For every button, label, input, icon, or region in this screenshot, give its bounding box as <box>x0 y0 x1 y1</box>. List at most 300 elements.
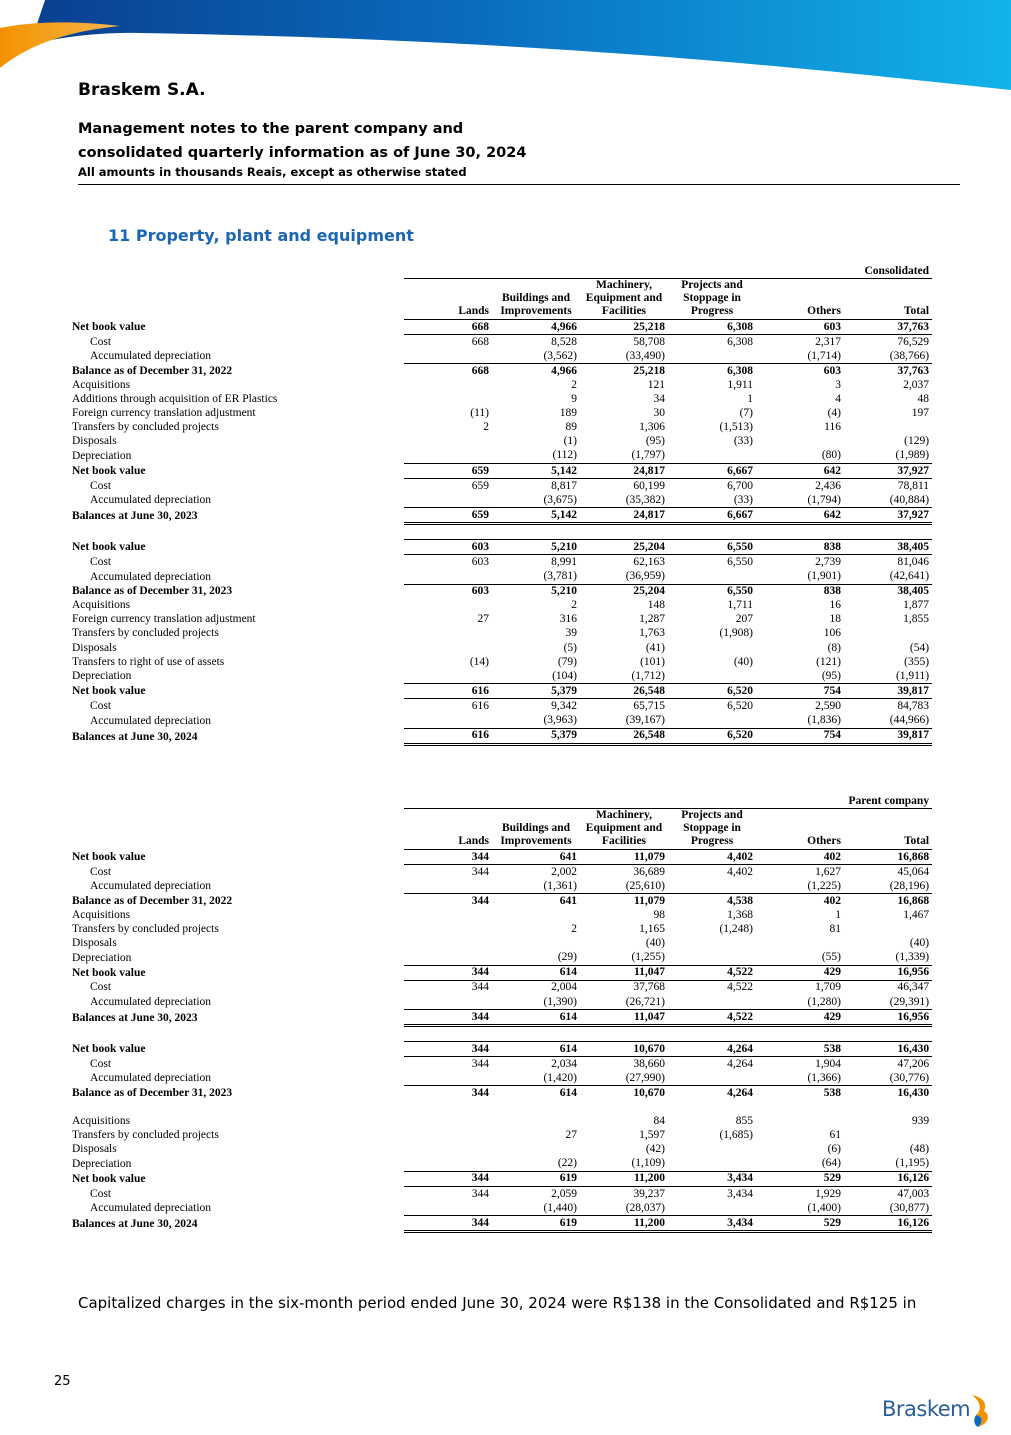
cell-lands <box>404 922 492 936</box>
cell-others: (1,901) <box>756 570 844 585</box>
cell-others: 402 <box>823 894 841 907</box>
cell-machinery: 1,287 <box>639 613 665 626</box>
column-header-buildings: Buildings and Improvements <box>492 809 580 850</box>
cell-total <box>844 421 932 435</box>
cell-machinery: 98 <box>653 908 665 921</box>
cell-buildings: 89 <box>565 421 577 434</box>
cell-lands <box>404 349 492 364</box>
parent-scope-label: Parent company <box>404 792 932 809</box>
cell-machinery: 1,763 <box>639 627 665 640</box>
cell-machinery: 11,047 <box>580 965 668 980</box>
table-row <box>72 479 932 494</box>
cell-projects: 4,264 <box>727 1057 753 1070</box>
cell-total: 16,868 <box>897 894 930 907</box>
cell-projects: 6,520 <box>668 684 756 699</box>
cell-lands: 616 <box>471 699 489 712</box>
cell-machinery: 25,204 <box>633 585 665 598</box>
row-label: Net book value <box>72 685 146 698</box>
cell-buildings <box>492 1115 580 1129</box>
cell-projects <box>668 349 756 364</box>
row-label: Net book value <box>72 541 146 554</box>
row-label: Depreciation <box>72 670 132 683</box>
cell-others: 61 <box>829 1129 841 1142</box>
cell-projects: 4,522 <box>668 1010 756 1026</box>
cell-buildings: 641 <box>492 850 580 865</box>
row-label: Acquisitions <box>72 1115 131 1128</box>
cell-total: 16,430 <box>897 1087 930 1099</box>
cell-total: 197 <box>911 407 930 420</box>
cell-buildings: (3,963) <box>492 713 580 728</box>
table-row <box>72 1057 932 1072</box>
cell-buildings: (104) <box>552 669 577 682</box>
cell-others: (95) <box>821 669 841 682</box>
cell-others: (1,794) <box>756 493 844 508</box>
row-label: Balances at June 30, 2023 <box>72 1012 198 1025</box>
cell-total: 2,037 <box>903 378 930 391</box>
cell-others: 429 <box>756 965 844 980</box>
cell-projects: 207 <box>735 613 753 626</box>
cell-buildings: 316 <box>559 613 577 626</box>
cell-buildings: 2,004 <box>551 981 577 994</box>
table-row <box>72 1086 932 1101</box>
table-row <box>72 684 932 699</box>
report-subtitle: All amounts in thousands Reais, except as otherwise stated <box>78 165 467 179</box>
cell-buildings: (29) <box>557 951 577 964</box>
cell-lands: 668 <box>471 335 489 348</box>
table-row <box>72 980 932 995</box>
cell-machinery: 1,165 <box>639 923 665 936</box>
cell-total: 939 <box>911 1115 930 1128</box>
cell-projects: 3,434 <box>668 1171 756 1186</box>
cell-projects <box>668 1157 756 1172</box>
cell-machinery: 24,817 <box>580 463 668 478</box>
cell-others: 2,590 <box>815 699 841 712</box>
row-label: Accumulated depreciation <box>90 880 212 893</box>
cell-lands <box>404 627 492 641</box>
cell-others: 754 <box>756 684 844 699</box>
cell-lands <box>404 599 492 613</box>
row-label: Net book value <box>72 465 146 478</box>
cell-machinery: (27,990) <box>580 1071 668 1086</box>
cell-lands: 2 <box>483 421 489 434</box>
logo-text: Braskem <box>882 1397 971 1421</box>
cell-buildings: 2 <box>571 599 577 612</box>
cell-others: 1,904 <box>815 1057 841 1070</box>
table-row <box>72 555 932 570</box>
row-label: Transfers by concluded projects <box>72 627 219 640</box>
cell-projects: 3,434 <box>727 1187 753 1200</box>
cell-total: 1,877 <box>903 599 930 612</box>
cell-others: 2,436 <box>815 479 841 492</box>
row-label: Balance as of December 31, 2023 <box>72 1087 233 1099</box>
row-label: Disposals <box>72 1143 117 1156</box>
cell-others: 4 <box>835 393 841 406</box>
cell-buildings: 614 <box>492 965 580 980</box>
report-title-line1: Management notes to the parent company and <box>78 121 464 137</box>
cell-machinery: 11,079 <box>634 894 665 907</box>
row-label: Net book value <box>72 851 146 864</box>
cell-projects: 1,368 <box>727 908 753 921</box>
cell-projects <box>668 669 756 684</box>
row-label: Balances at June 30, 2024 <box>72 730 198 743</box>
cell-total: 78,811 <box>897 479 930 492</box>
cell-total: 1,467 <box>903 908 930 921</box>
cell-others: 603 <box>823 364 841 377</box>
table-row <box>72 364 932 379</box>
cell-others: (64) <box>821 1157 841 1170</box>
cell-lands <box>404 879 492 894</box>
cell-others: (4) <box>827 407 841 420</box>
cell-total: (40) <box>909 937 930 950</box>
header-divider <box>78 184 960 185</box>
cell-total: (1,911) <box>895 669 930 682</box>
row-label: Depreciation <box>72 951 132 964</box>
cell-buildings: 5,379 <box>492 684 580 699</box>
cell-projects: 6,308 <box>668 320 756 335</box>
cell-buildings: 5,379 <box>492 728 580 744</box>
cell-machinery: 84 <box>653 1115 665 1128</box>
table-row <box>72 879 932 894</box>
table-row <box>72 599 932 613</box>
cell-projects: (1,908) <box>719 627 753 640</box>
cell-machinery: 10,670 <box>633 1087 665 1099</box>
cell-lands <box>404 1129 492 1143</box>
table-row <box>72 1157 932 1172</box>
cell-machinery: 65,715 <box>633 699 665 712</box>
cell-others: (6) <box>827 1143 841 1156</box>
table-row <box>72 1216 932 1232</box>
cell-machinery: 1,597 <box>639 1129 665 1142</box>
cell-buildings <box>492 1143 580 1157</box>
row-label: Balance as of December 31, 2022 <box>72 894 233 907</box>
row-label: Net book value <box>72 966 146 979</box>
cell-buildings: 614 <box>492 1042 580 1057</box>
column-header-lands: Lands <box>404 809 492 850</box>
cell-lands <box>404 1157 492 1172</box>
cell-total: (1,339) <box>895 951 930 964</box>
cell-machinery: 26,548 <box>580 684 668 699</box>
cell-lands <box>404 1071 492 1086</box>
cell-projects: 4,402 <box>668 850 756 865</box>
cell-machinery: 25,218 <box>633 364 665 377</box>
row-label: Additions through acquisition of ER Plastics <box>72 393 278 406</box>
cell-lands: 344 <box>404 1171 492 1186</box>
cell-others: (1,400) <box>756 1201 844 1216</box>
row-label: Balance as of December 31, 2023 <box>72 585 233 598</box>
cell-others <box>756 1115 844 1129</box>
cell-buildings: 2,059 <box>551 1187 577 1200</box>
cell-projects: 6,700 <box>727 479 753 492</box>
cell-projects <box>668 937 756 951</box>
table-row <box>72 378 932 392</box>
column-header-machinery: Machinery, Equipment and Facilities <box>580 809 668 850</box>
row-label: Transfers by concluded projects <box>72 1129 219 1142</box>
cell-projects: (1,248) <box>719 923 753 936</box>
cell-total: 39,817 <box>844 728 932 744</box>
cell-projects: 6,667 <box>668 463 756 478</box>
cell-projects <box>668 879 756 894</box>
table-row <box>72 850 932 865</box>
cell-machinery: (35,382) <box>580 493 668 508</box>
cell-machinery: (33,490) <box>580 349 668 364</box>
cell-others: 81 <box>829 923 841 936</box>
cell-total <box>844 922 932 936</box>
cell-machinery: 10,670 <box>580 1042 668 1057</box>
cell-total: (54) <box>909 641 930 654</box>
footnote-text: Capitalized charges in the six-month period ended June 30, 2024 were R$138 in the Consolidated and R$125 in <box>78 1294 917 1312</box>
cell-machinery: 30 <box>653 407 665 420</box>
cell-machinery: 26,548 <box>580 728 668 744</box>
cell-others: 402 <box>756 850 844 865</box>
cell-total: 38,405 <box>897 585 930 598</box>
report-title-line2: consolidated quarterly information as of June 30, 2024 <box>78 145 527 161</box>
cell-machinery: 62,163 <box>633 556 665 568</box>
cell-others: (1,280) <box>756 995 844 1010</box>
cell-lands: 344 <box>404 1042 492 1057</box>
cell-lands <box>404 951 492 966</box>
column-header-lands: Lands <box>404 279 492 320</box>
cell-buildings: 619 <box>492 1171 580 1186</box>
table-row <box>72 1186 932 1201</box>
row-label: Balances at June 30, 2023 <box>72 510 198 523</box>
cell-total: 16,956 <box>844 965 932 980</box>
cell-buildings: (79) <box>557 655 577 668</box>
cell-total: (129) <box>904 435 930 448</box>
table-row <box>72 540 932 555</box>
cell-machinery: (101) <box>640 655 665 668</box>
row-label: Accumulated depreciation <box>90 570 212 583</box>
cell-buildings: 641 <box>559 894 577 907</box>
cell-lands <box>404 908 492 922</box>
cell-lands: 344 <box>404 1010 492 1026</box>
row-label: Acquisitions <box>72 908 131 921</box>
table-row <box>72 449 932 464</box>
table-row <box>72 937 932 951</box>
cell-lands: 344 <box>404 965 492 980</box>
cell-machinery: 25,204 <box>580 540 668 555</box>
cell-machinery: 11,079 <box>580 850 668 865</box>
row-label: Cost <box>90 335 112 348</box>
cell-lands <box>404 669 492 684</box>
cell-others: (121) <box>816 655 841 668</box>
cell-buildings: 2,002 <box>551 865 577 878</box>
cell-others: 3 <box>835 378 841 391</box>
row-label: Foreign currency translation adjustment <box>72 407 256 420</box>
cell-lands: 659 <box>404 508 492 524</box>
cell-lands <box>404 378 492 392</box>
cell-buildings: (3,562) <box>492 349 580 364</box>
table-row <box>72 584 932 599</box>
cell-others <box>756 937 844 951</box>
consolidated-table-container <box>72 262 932 746</box>
cell-buildings: 614 <box>492 1010 580 1026</box>
cell-total: 47,003 <box>897 1187 930 1200</box>
cell-buildings: (1,420) <box>492 1071 580 1086</box>
cell-lands: 344 <box>404 1216 492 1232</box>
cell-others: 116 <box>824 421 841 434</box>
cell-machinery: (1,797) <box>631 449 665 462</box>
cell-lands <box>404 1115 492 1129</box>
cell-others: 1,929 <box>815 1187 841 1200</box>
cell-projects: (1,685) <box>719 1129 753 1142</box>
cell-total: 37,763 <box>844 320 932 335</box>
cell-total: 1,855 <box>903 613 930 626</box>
cell-total: (48) <box>909 1143 930 1156</box>
table-row <box>72 392 932 406</box>
row-label: Transfers by concluded projects <box>72 923 219 936</box>
row-label: Depreciation <box>72 449 132 462</box>
cell-machinery: (26,721) <box>580 995 668 1010</box>
cell-projects: (1,513) <box>719 421 753 434</box>
row-label: Foreign currency translation adjustment <box>72 613 256 626</box>
row-label: Accumulated depreciation <box>90 1202 212 1215</box>
cell-lands: 344 <box>471 894 489 907</box>
cell-buildings: 5,210 <box>492 540 580 555</box>
cell-others <box>756 435 844 449</box>
cell-lands: 344 <box>471 1057 489 1070</box>
table-row <box>72 1143 932 1157</box>
row-label: Accumulated depreciation <box>90 494 212 507</box>
cell-projects <box>668 713 756 728</box>
cell-others: 529 <box>756 1216 844 1232</box>
cell-total: 37,927 <box>844 463 932 478</box>
row-label: Cost <box>90 865 112 878</box>
consolidated-scope-label: Consolidated <box>404 262 932 279</box>
table-row <box>72 1115 932 1129</box>
column-header-buildings: Buildings and Improvements <box>492 279 580 320</box>
row-label: Net book value <box>72 321 146 334</box>
cell-machinery: (41) <box>645 641 665 654</box>
cell-machinery: 24,817 <box>580 508 668 524</box>
cell-lands: 668 <box>404 320 492 335</box>
table-row <box>72 951 932 966</box>
table-row <box>72 713 932 728</box>
row-label: Cost <box>90 699 112 712</box>
cell-buildings: (3,781) <box>492 570 580 585</box>
cell-buildings: 4,966 <box>492 320 580 335</box>
cell-lands <box>404 713 492 728</box>
consolidated-table-body <box>72 320 932 745</box>
cell-lands: 668 <box>471 364 489 377</box>
table-row <box>72 335 932 350</box>
cell-projects <box>668 570 756 585</box>
cell-others: 754 <box>756 728 844 744</box>
cell-projects: 6,550 <box>727 585 753 598</box>
row-label: Cost <box>90 479 112 492</box>
cell-lands <box>404 493 492 508</box>
company-name: Braskem S.A. <box>78 80 206 100</box>
cell-buildings: 5,210 <box>551 585 577 598</box>
column-header-others: Others <box>756 279 844 320</box>
cell-machinery: (25,610) <box>580 879 668 894</box>
table-row <box>72 493 932 508</box>
cell-machinery: (28,037) <box>580 1201 668 1216</box>
cell-lands <box>404 392 492 406</box>
cell-lands <box>404 937 492 951</box>
cell-projects: 6,308 <box>727 335 753 348</box>
cell-machinery: 11,200 <box>580 1171 668 1186</box>
table-row <box>72 613 932 627</box>
column-header-machinery: Machinery, Equipment and Facilities <box>580 279 668 320</box>
cell-projects <box>668 995 756 1010</box>
cell-buildings: 9 <box>571 393 577 406</box>
parent-table-body <box>72 850 932 1232</box>
cell-others: (1,225) <box>756 879 844 894</box>
cell-projects: 6,550 <box>668 540 756 555</box>
row-label: Accumulated depreciation <box>90 350 212 363</box>
cell-projects: 6,667 <box>668 508 756 524</box>
cell-projects: (33) <box>668 493 756 508</box>
cell-buildings: (5) <box>563 641 577 654</box>
cell-machinery: 25,218 <box>580 320 668 335</box>
cell-buildings: 4,966 <box>551 364 577 377</box>
cell-buildings: (112) <box>552 449 577 462</box>
cell-machinery: (1,109) <box>631 1157 665 1170</box>
cell-others: 838 <box>756 540 844 555</box>
table-row <box>72 655 932 669</box>
table-row <box>72 922 932 936</box>
cell-projects <box>668 1201 756 1216</box>
cell-buildings: 27 <box>565 1129 577 1142</box>
cell-machinery: 60,199 <box>633 479 665 492</box>
table-row <box>72 1129 932 1143</box>
cell-lands: (14) <box>469 655 489 668</box>
cell-machinery: (36,959) <box>580 570 668 585</box>
cell-lands <box>404 1201 492 1216</box>
cell-others: 838 <box>823 585 841 598</box>
cell-machinery: 58,708 <box>633 335 665 348</box>
cell-lands: 344 <box>471 1187 489 1200</box>
table-row <box>72 1201 932 1216</box>
cell-others: 2,317 <box>815 335 841 348</box>
table-row <box>72 421 932 435</box>
cell-others: 429 <box>756 1010 844 1026</box>
cell-buildings: 189 <box>559 407 577 420</box>
row-label: Net book value <box>72 1043 146 1056</box>
table-row <box>72 995 932 1010</box>
table-row <box>72 349 932 364</box>
cell-projects: 4,402 <box>727 865 753 878</box>
cell-lands: 344 <box>471 1087 489 1099</box>
cell-buildings: 8,991 <box>551 556 577 568</box>
cell-projects: 4,522 <box>727 981 753 994</box>
cell-buildings: 5,142 <box>492 508 580 524</box>
cell-lands <box>404 435 492 449</box>
row-label: Acquisitions <box>72 378 131 391</box>
table-row <box>72 508 932 524</box>
column-header-projects: Projects and Stoppage in Progress <box>668 279 756 320</box>
cell-buildings: 2,034 <box>551 1057 577 1070</box>
row-label: Cost <box>90 1187 112 1200</box>
table-row <box>72 570 932 585</box>
cell-lands: 344 <box>404 850 492 865</box>
cell-total <box>844 1129 932 1143</box>
cell-others: (80) <box>821 449 841 462</box>
cell-others: 16 <box>829 599 841 612</box>
cell-total: 39,817 <box>844 684 932 699</box>
cell-lands: 603 <box>471 585 489 598</box>
cell-projects: 4,522 <box>668 965 756 980</box>
cell-total: (30,877) <box>844 1201 932 1216</box>
cell-projects <box>668 951 756 966</box>
cell-projects: 4,264 <box>727 1087 753 1099</box>
column-header-projects: Projects and Stoppage in Progress <box>668 809 756 850</box>
table-row <box>72 641 932 655</box>
cell-total: (355) <box>904 655 930 668</box>
cell-total: 16,430 <box>844 1042 932 1057</box>
cell-lands <box>404 570 492 585</box>
cell-total: (40,884) <box>844 493 932 508</box>
